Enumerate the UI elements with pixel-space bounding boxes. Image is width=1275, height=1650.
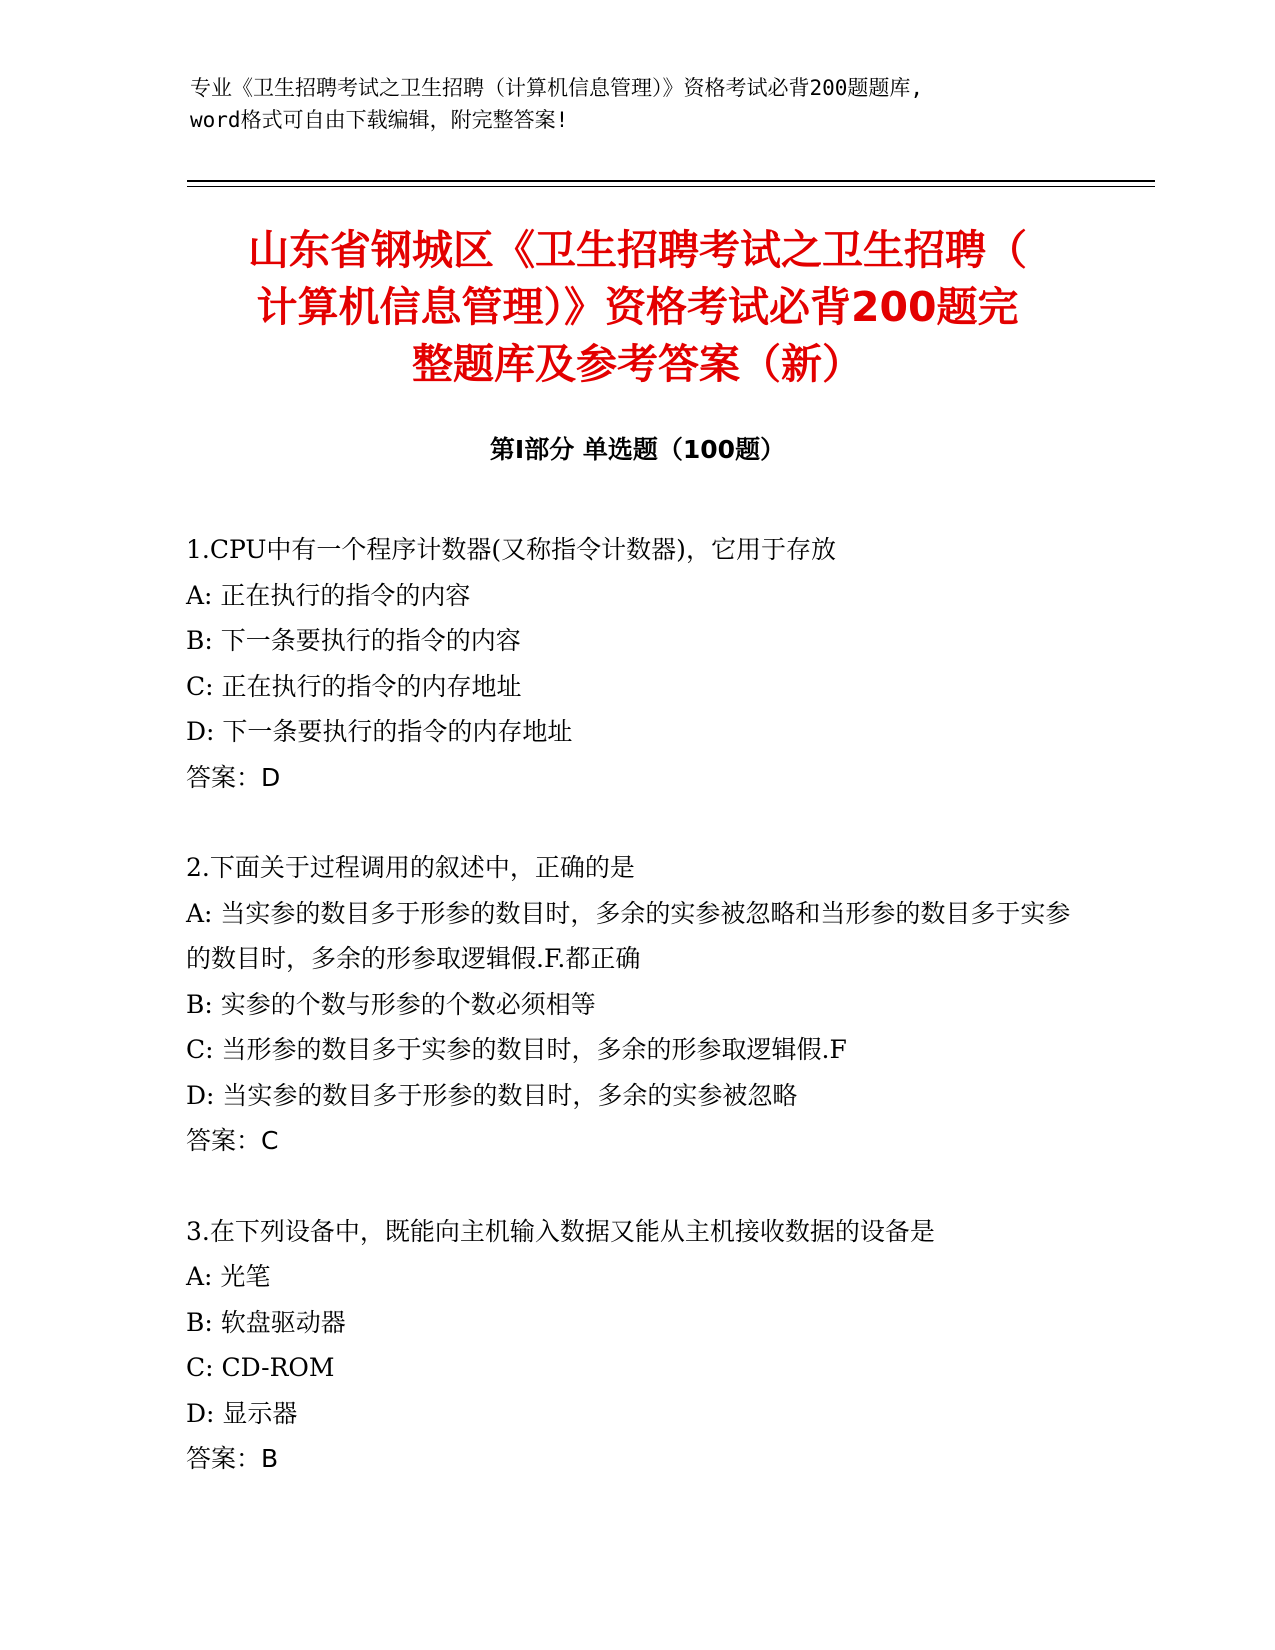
option-c: C: 当形参的数目多于实参的数目时，多余的形参取逻辑假.F	[186, 1035, 847, 1064]
question-item	[186, 527, 1086, 800]
option-b: B: 软盘驱动器	[186, 1307, 346, 1337]
header-rule-thick	[187, 180, 1155, 182]
document-header	[190, 72, 1090, 136]
header-rule-thin	[187, 186, 1155, 187]
option-c: C: 正在执行的指令的内存地址	[186, 671, 522, 701]
option-d: D: 当实参的数目多于形参的数目时，多余的实参被忽略	[186, 1080, 798, 1110]
document-title	[150, 222, 1125, 393]
header-line-2: word格式可自由下载编辑，附完整答案!	[190, 108, 569, 132]
question-stem: 1.CPU中有一个程序计数器(又称指令计数器)，它用于存放	[186, 535, 836, 564]
question-stem: 2.下面关于过程调用的叙述中，正确的是	[186, 853, 635, 882]
header-line-1: 专业《卫生招聘考试之卫生招聘（计算机信息管理）》资格考试必背200题题库,	[190, 76, 924, 100]
option-a: A: 光笔	[186, 1262, 271, 1291]
option-a: A: 当实参的数目多于形参的数目时，多余的实参被忽略和当形参的数目多于实参的数目时，多余的形参取逻辑假.F.都正确	[186, 898, 1071, 973]
title-line-1: 山东省钢城区《卫生招聘考试之卫生招聘（	[248, 226, 1027, 274]
option-c: C: CD-ROM	[186, 1353, 335, 1382]
question-stem: 3.在下列设备中，既能向主机输入数据又能从主机接收数据的设备是	[186, 1216, 935, 1246]
option-b: B: 下一条要执行的指令的内容	[186, 626, 521, 655]
question-list	[186, 527, 1086, 1527]
question-item	[186, 845, 1086, 1164]
option-a: A: 正在执行的指令的内容	[186, 580, 471, 610]
option-d: D: 显示器	[186, 1398, 298, 1428]
answer: 答案：D	[186, 762, 281, 792]
answer: 答案：B	[186, 1444, 279, 1473]
option-d: D: 下一条要执行的指令的内存地址	[186, 717, 573, 746]
question-item	[186, 1209, 1086, 1482]
option-b: B: 实参的个数与形参的个数必须相等	[186, 989, 596, 1019]
title-line-2: 计算机信息管理）》资格考试必背200题完	[256, 283, 1019, 331]
answer: 答案：C	[186, 1126, 279, 1155]
title-line-3: 整题库及参考答案（新）	[412, 340, 863, 388]
section-heading: 第I部分 单选题（100题）	[489, 435, 786, 464]
